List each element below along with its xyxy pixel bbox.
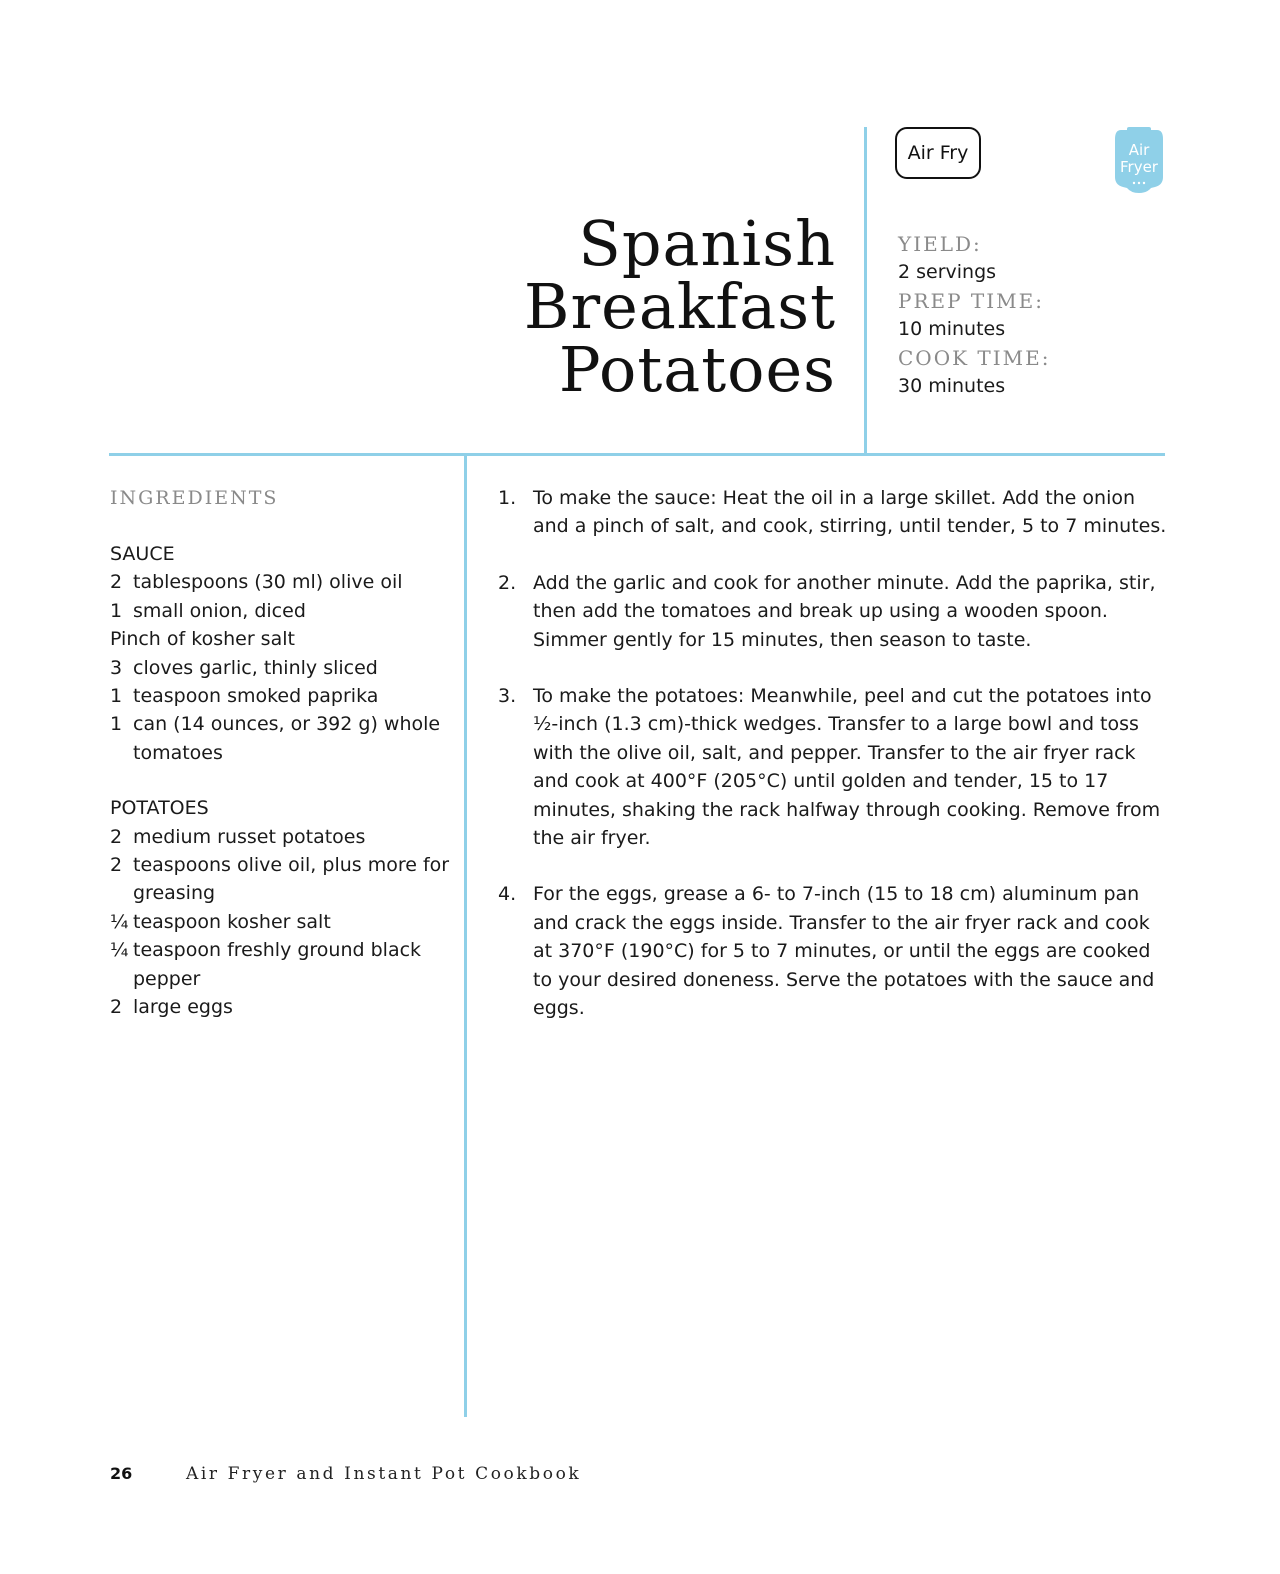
title-line: Breakfast bbox=[523, 270, 836, 343]
ingredient-quantity: 2 bbox=[110, 571, 123, 594]
cooking-method-badge: Air Fry bbox=[895, 127, 981, 179]
step-text: To make the sauce: Heat the oil in a large skillet. Add the onion and a pinch of salt, and cook, stirring, until tender, 5 to 7 minutes. bbox=[533, 487, 1167, 538]
recipe-meta bbox=[898, 231, 1158, 402]
instructions-list bbox=[498, 484, 1168, 1051]
ingredient-quantity: 1 bbox=[110, 599, 123, 622]
ingredient-text: teaspoon smoked paprika bbox=[133, 685, 379, 708]
ingredient-text: tablespoons (30 ml) olive oil bbox=[133, 571, 403, 594]
ingredients-list bbox=[110, 540, 450, 1022]
yield-value: 2 servings bbox=[898, 261, 997, 283]
ingredient-text: can (14 ounces, or 392 g) whole tomatoes bbox=[133, 713, 441, 764]
ingredient-group-sauce bbox=[110, 540, 450, 767]
ingredient-quantity: ¼ bbox=[110, 939, 129, 962]
prep-time-value: 10 minutes bbox=[898, 318, 1006, 340]
ingredient-text: medium russet potatoes bbox=[133, 825, 366, 848]
ingredient-text: teaspoons olive oil, plus more for greasing bbox=[133, 854, 450, 905]
icon-label-line: Fryer bbox=[1120, 158, 1158, 176]
ingredient-quantity: 3 bbox=[110, 656, 123, 679]
icon-label-line: Air bbox=[1128, 141, 1150, 159]
running-footer-title: Air Fryer and Instant Pot Cookbook bbox=[186, 1464, 582, 1484]
step-text: For the eggs, grease a 6- to 7-inch (15 to 18 cm) aluminum pan and crack the eggs inside. Transfer to the air fryer rack and cook at 370°F (190°C) for 5 to 7 minutes, or until the eggs are cooked to your desired doneness. Serve the potatoes with the sauce and eggs. bbox=[533, 883, 1155, 1020]
ingredient-quantity: 1 bbox=[110, 685, 123, 708]
page-number: 26 bbox=[110, 1464, 133, 1483]
header-divider-vertical bbox=[864, 127, 867, 455]
ingredient-item bbox=[110, 568, 450, 596]
ingredient-item bbox=[110, 993, 450, 1021]
ingredient-item bbox=[110, 625, 450, 653]
title-line: Potatoes bbox=[558, 333, 836, 406]
ingredient-group-potatoes bbox=[110, 794, 450, 1021]
prep-time-label: PREP TIME: bbox=[898, 289, 1044, 313]
step-number: 1. bbox=[498, 487, 517, 509]
step-number: 2. bbox=[498, 571, 517, 594]
ingredient-item bbox=[110, 851, 450, 908]
ingredient-text: cloves garlic, thinly sliced bbox=[133, 656, 378, 679]
ingredient-item bbox=[110, 654, 450, 682]
ingredient-text: large eggs bbox=[133, 996, 233, 1019]
ingredients-heading: INGREDIENTS bbox=[110, 487, 279, 509]
recipe-title bbox=[440, 207, 836, 406]
ingredient-item bbox=[110, 823, 450, 851]
instruction-step bbox=[498, 484, 1168, 541]
ingredient-item bbox=[110, 936, 450, 993]
instruction-step bbox=[498, 569, 1168, 654]
ingredient-quantity: 2 bbox=[110, 825, 123, 848]
header-divider-horizontal bbox=[109, 453, 1165, 456]
ingredient-item bbox=[110, 710, 450, 767]
ingredient-quantity: 2 bbox=[110, 996, 123, 1019]
ingredient-item bbox=[110, 682, 450, 710]
cook-time-value: 30 minutes bbox=[898, 375, 1006, 397]
instruction-step bbox=[498, 880, 1168, 1022]
ingredient-text: small onion, diced bbox=[133, 599, 306, 622]
ingredient-text: teaspoon freshly ground black pepper bbox=[133, 939, 422, 990]
air-fryer-icon-label bbox=[1113, 142, 1165, 176]
step-number: 4. bbox=[498, 883, 517, 906]
ingredient-quantity: 1 bbox=[110, 713, 123, 736]
yield-label: YIELD: bbox=[898, 232, 982, 256]
ingredient-quantity: ¼ bbox=[110, 910, 129, 933]
column-divider-vertical bbox=[464, 455, 467, 1417]
ingredient-item bbox=[110, 908, 450, 936]
step-text: Add the garlic and cook for another minute. Add the paprika, stir, then add the tomatoes and break up using a wooden spoon. Simmer gently for 15 minutes, then season to taste. bbox=[533, 571, 1156, 651]
ingredient-quantity: 2 bbox=[110, 854, 123, 877]
ingredient-text: teaspoon kosher salt bbox=[133, 910, 331, 933]
ingredient-group-heading: SAUCE bbox=[110, 543, 175, 565]
ingredient-item bbox=[110, 597, 450, 625]
ingredient-text: Pinch of kosher salt bbox=[110, 628, 295, 651]
instruction-step bbox=[498, 682, 1168, 852]
cook-time-label: COOK TIME: bbox=[898, 346, 1051, 370]
ingredient-group-heading: POTATOES bbox=[110, 797, 209, 820]
title-line: Spanish bbox=[578, 207, 836, 280]
step-text: To make the potatoes: Meanwhile, peel and cut the potatoes into ½-inch (1.3 cm)-thick wedges. Transfer to a large bowl and toss with the olive oil, salt, and pepper. Transfer to the air fryer rack and cook at 400°F (205°C) until golden and tender, 15 to 17 minutes, shaking the rack halfway through cooking. Remove from the air fryer. bbox=[533, 685, 1161, 850]
step-number: 3. bbox=[498, 685, 517, 708]
